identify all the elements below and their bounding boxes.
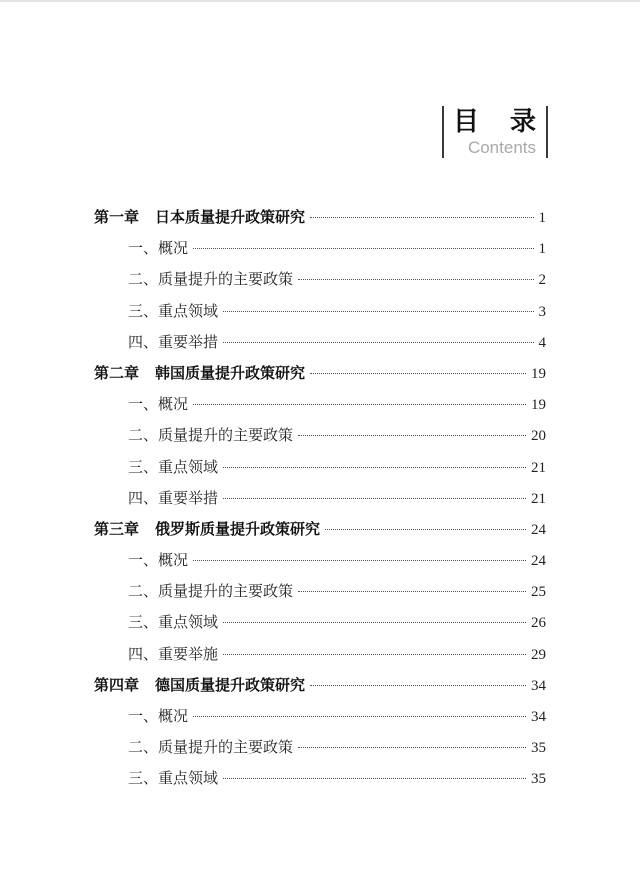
page-number: 21: [531, 490, 546, 507]
page-number: 4: [538, 334, 546, 351]
dot-leader: [298, 747, 526, 748]
toc-section-row[interactable]: [94, 607, 546, 638]
section-title: 一、概况: [128, 395, 189, 414]
page-number: 34: [531, 677, 546, 694]
dot-leader: [223, 342, 533, 343]
toc-section-row[interactable]: [94, 701, 546, 732]
page-number: 3: [538, 303, 546, 320]
toc-chapter-row[interactable]: [94, 202, 546, 233]
dot-leader: [223, 654, 526, 655]
section-title: 三、重点领域: [128, 769, 219, 788]
section-title: 四、重要举措: [128, 332, 219, 351]
dot-leader: [310, 685, 526, 686]
toc-section-row[interactable]: [94, 452, 546, 483]
dot-leader: [223, 467, 526, 468]
section-title: 二、质量提升的主要政策: [128, 738, 294, 757]
toc-section-row[interactable]: [94, 264, 546, 295]
page-number: 26: [531, 615, 546, 632]
section-title: 三、重点领域: [128, 301, 219, 320]
chapter-title: 德国质量提升政策研究: [155, 675, 306, 694]
toc-section-row[interactable]: [94, 233, 546, 264]
toc-section-row[interactable]: [94, 639, 546, 670]
dot-leader: [193, 404, 526, 405]
toc-section-row[interactable]: [94, 327, 546, 358]
page-number: 19: [531, 397, 546, 414]
heading-title-en: Contents: [467, 138, 536, 157]
chapter-number: 第三章: [94, 519, 140, 538]
section-title: 二、质量提升的主要政策: [128, 582, 294, 601]
toc-chapter-row[interactable]: [94, 670, 546, 701]
page-number: 20: [531, 428, 546, 445]
page-number: 2: [538, 272, 546, 289]
dot-leader: [310, 373, 526, 374]
section-title: 一、概况: [128, 239, 189, 258]
dot-leader: [223, 778, 526, 779]
dot-leader: [325, 529, 526, 530]
section-title: 三、重点领域: [128, 457, 219, 476]
chapter-number: 第一章: [94, 208, 140, 226]
table-of-contents: [94, 202, 546, 795]
page-number: 1: [538, 241, 546, 258]
toc-section-row[interactable]: [94, 545, 546, 576]
chapter-title: 俄罗斯质量提升政策研究: [155, 519, 321, 538]
section-title: 三、重点领域: [128, 613, 219, 632]
chapter-number: 第二章: [94, 363, 140, 382]
dot-leader: [310, 217, 533, 218]
section-title: 二、质量提升的主要政策: [128, 426, 294, 445]
dot-leader: [193, 560, 526, 561]
toc-section-row[interactable]: [94, 576, 546, 607]
toc-section-row[interactable]: [94, 296, 546, 327]
toc-section-row[interactable]: [94, 732, 546, 763]
dot-leader: [223, 311, 533, 312]
page-number: 29: [531, 646, 546, 663]
dot-leader: [193, 716, 526, 717]
contents-heading: [442, 106, 548, 158]
dot-leader: [298, 279, 533, 280]
page-number: 35: [531, 771, 546, 788]
page-number: 34: [531, 709, 546, 725]
page-number: 19: [531, 365, 546, 382]
section-title: 一、概况: [128, 707, 189, 725]
toc-chapter-row[interactable]: [94, 358, 546, 389]
page-number: 25: [531, 584, 546, 601]
section-title: 二、质量提升的主要政策: [128, 270, 294, 289]
page-number: 1: [538, 210, 546, 226]
dot-leader: [223, 622, 526, 623]
toc-section-row[interactable]: [94, 420, 546, 451]
toc-chapter-row[interactable]: [94, 514, 546, 545]
section-title: 一、概况: [128, 551, 189, 570]
page-top-edge: [0, 0, 640, 2]
dot-leader: [193, 248, 533, 249]
section-title: 四、重要举施: [128, 644, 219, 663]
dot-leader: [298, 435, 526, 436]
chapter-title: 日本质量提升政策研究: [155, 208, 306, 226]
page-number: 24: [531, 553, 546, 570]
page-number: 35: [531, 740, 546, 757]
page-number: 24: [531, 521, 546, 538]
section-title: 四、重要举措: [128, 488, 219, 507]
page-number: 21: [531, 459, 546, 476]
heading-title-cn: 目 录: [452, 107, 547, 137]
chapter-number: 第四章: [94, 675, 140, 694]
toc-section-row[interactable]: [94, 763, 546, 794]
chapter-title: 韩国质量提升政策研究: [155, 363, 306, 382]
toc-section-row[interactable]: [94, 483, 546, 514]
dot-leader: [223, 498, 526, 499]
toc-section-row[interactable]: [94, 389, 546, 420]
dot-leader: [298, 591, 526, 592]
